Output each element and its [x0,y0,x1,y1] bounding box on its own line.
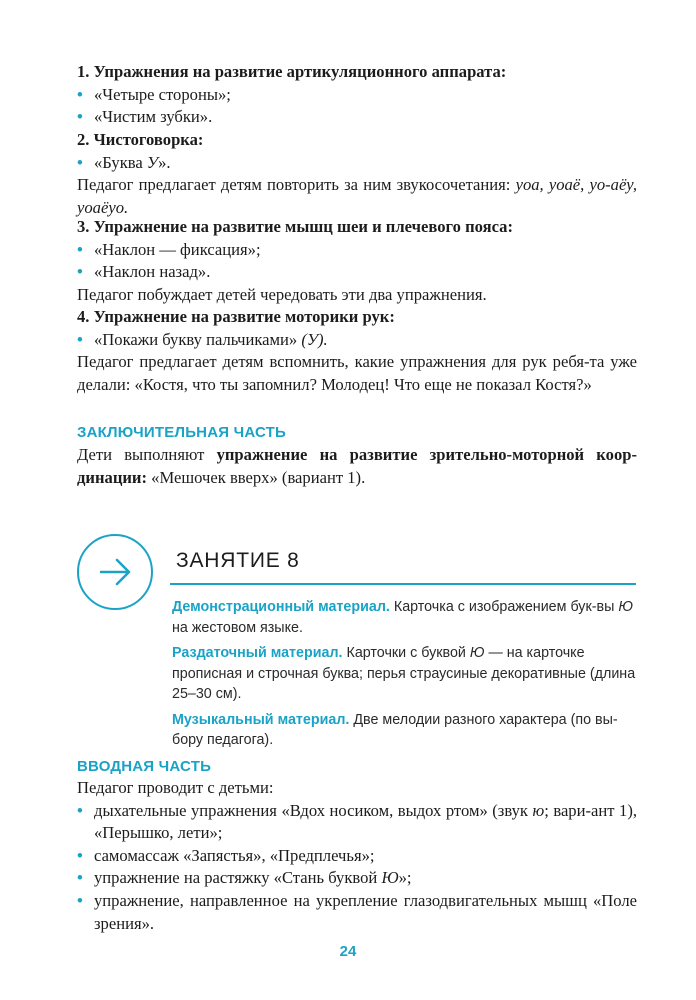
final-part-block [77,424,637,489]
demo-material [172,597,636,638]
music-material-label: Музыкальный материал. [172,711,350,728]
material-text: на жестовом языке. [172,619,303,636]
list-item [77,152,637,175]
lesson-arrow-badge [77,534,153,610]
list-item-text: дыхательные упражнения «Вдох носиком, выдох ртом» (звук [94,800,533,820]
letter-italic: ю [532,800,545,820]
exercise-heading-2: 2. Чистоговорка: [77,130,204,149]
list-item: • самомассаж «Запястья», «Предплечья»; [77,845,637,868]
material-text: Две мелодии разного характера (по вы-бору педагога). [172,711,618,748]
list-item: • упражнение, направленное на укрепление глазодвигательных мышц «Поле зрения». [77,890,637,935]
exercise-heading-3: 3. Упражнение на развитие мышц шеи и плечевого пояса: [77,217,513,236]
list-item [77,867,637,890]
sound-combinations: уоа, уоаё, уо-аёу, уоаёуо. [77,175,637,217]
letter-italic: Ю [469,645,485,661]
list-item-text: »; [398,868,412,888]
handout-material-label: Раздаточный материал. [172,645,343,661]
list-item-text: упражнение на растяжку «Стань буквой [94,868,382,888]
paragraph: Педагог предлагает детям вспомнить, какие упражнения для рук ребя-та уже делали: «Костя, что ты запомнил? Молодец! Что еще не показал Костя?» [77,352,637,394]
arrow-right-icon [79,536,151,608]
lesson-title: ЗАНЯТИЕ 8 [176,549,300,572]
lesson-materials [172,597,636,756]
letter-italic: (У). [301,329,328,349]
title-divider [170,583,636,585]
paragraph-text: «Мешочек вверх» (вариант 1). [147,467,366,487]
exercise-block-4 [77,306,637,396]
letter-italic: Ю [618,599,633,615]
material-text: Карточки с буквой [342,645,470,661]
paragraph-bold: упражнение на развитие зрительно-моторной коор-динации: [77,445,637,487]
list-item-text: «Буква [94,152,147,172]
music-material [172,710,636,751]
demo-material-label: Демонстрационный материал. [172,599,390,615]
paragraph [77,444,637,489]
section-heading-intro: ВВОДНАЯ ЧАСТЬ [77,758,212,775]
list-item [77,800,637,845]
letter-italic: Ю [381,868,399,888]
paragraph-text: Педагог предлагает детям повторить за ним звукосочетания: [77,175,516,195]
paragraph [77,174,637,219]
list-item: • «Четыре стороны»; [77,84,637,107]
exercise-block-3 [77,216,637,306]
exercise-block-1 [77,61,637,129]
section-heading-final: ЗАКЛЮЧИТЕЛЬНАЯ ЧАСТЬ [77,424,286,441]
list-item: • «Наклон — фиксация»; [77,239,637,262]
exercise-heading-4: 4. Упражнение на развитие моторики рук: [77,307,395,326]
page-number: 24 [339,943,357,960]
intro-lead: Педагог проводит с детьми: [77,778,274,797]
list-item: • «Наклон назад». [77,261,637,284]
list-item [77,329,637,352]
material-text: — на карточке прописная и строчная буква; перья страусиные декоративные (длина 25–30 см). [172,645,636,702]
list-item-text: «Покажи букву пальчиками» [94,329,302,349]
paragraph: Педагог побуждает детей чередовать эти два упражнения. [77,284,487,304]
list-item-text: ; вари-ант 1), «Перышко, лети»; [94,800,637,843]
material-text: Карточка с изображением бук-вы [389,599,619,615]
intro-part-block [77,758,637,935]
paragraph-text: Дети выполняют [77,445,217,464]
letter-italic: У [146,152,159,172]
list-item-text: ». [158,152,171,172]
exercise-heading-1: 1. Упражнения на развитие артикуляционного аппарата: [77,62,507,81]
exercise-block-2 [77,129,637,219]
list-item: • «Чистим зубки». [77,106,637,129]
handout-material [172,643,636,705]
